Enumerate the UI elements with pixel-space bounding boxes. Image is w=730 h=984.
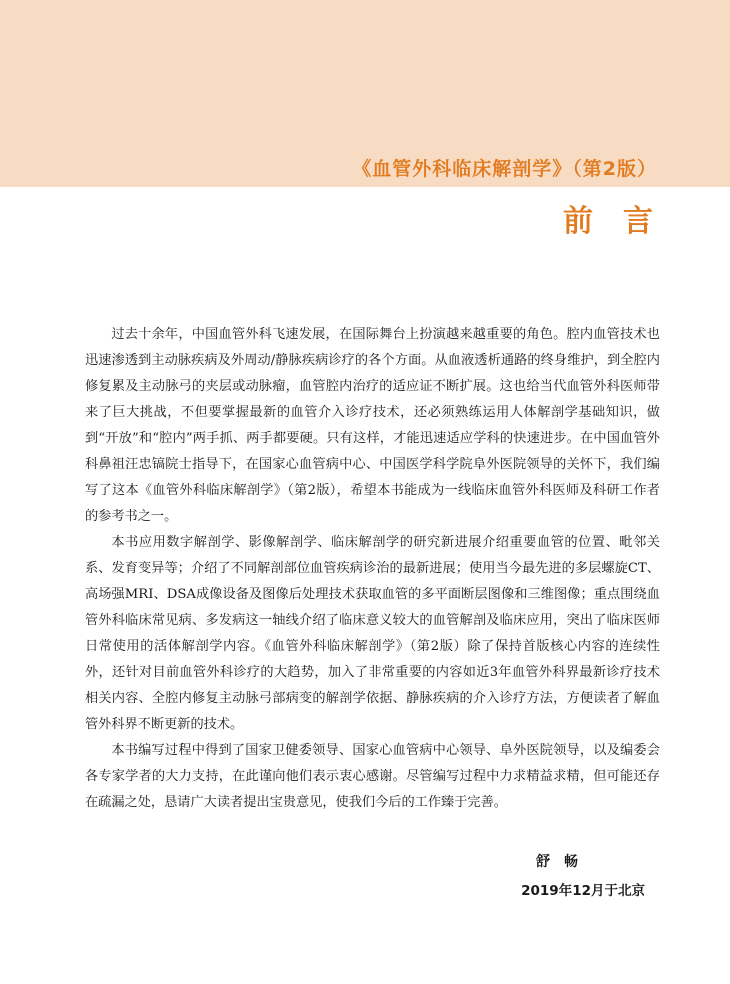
author-signature: 舒畅 <box>536 854 592 870</box>
paragraph: 本书应用数字解剖学、影像解剖学、临床解剖学的研究新进展介绍重要血管的位置、毗邻关系、发育变异等；介绍了不同解剖部位血管疾病诊治的最新进展；使用当今最先进的多层螺旋CT、高场强MRI、DSA成像设备及图像后处理技术获取血管的多平面断层图像和三维图像；重点围绕血管外科临床常见病、多发病这一轴线介绍了临床意义较大的血管解剖及临床应用，突出了临床医师日常使用的活体解剖学内容。《血管外科临床解剖学》（第2版）除了保持首版核心内容的连续性外，还针对目前血管外科诊疗的大趋势，加入了非常重要的内容如近3年血管外科界最新诊疗技术相关内容、全腔内修复主动脉弓部病变的解剖学依据、静脉疾病的介入诊疗方法，方便读者了解血管外科界不断更新的技术。 <box>85 535 660 732</box>
paragraph: 过去十余年，中国血管外科飞速发展，在国际舞台上扮演越来越重要的角色。腔内血管技术也迅速渗透到主动脉疾病及外周动/静脉疾病诊疗的各个方面。从血液透析通路的终身维护，到全腔内修复累及主动脉弓的夹层或动脉瘤，血管腔内治疗的适应证不断扩展。这也给当代血管外科医师带来了巨大挑战，不但要掌握最新的血管介入诊疗技术，还必须熟练运用人体解剖学基础知识，做到“开放”和“腔内”两手抓、两手都要硬。只有这样，才能迅速适应学科的快速进步。在中国血管外科鼻祖汪忠镐院士指导下，在国家心血管病中心、中国医学科学院阜外医院领导的关怀下，我们编写了这本《血管外科临床解剖学》（第2版），希望本书能成为一线临床血管外科医师及科研工作者的参考书之一。 <box>85 327 660 524</box>
section-title: 前言 <box>563 204 683 239</box>
book-title: 《血管外科临床解剖学》（第2版） <box>352 158 657 180</box>
preface-body <box>85 322 660 816</box>
date-line: 2019年12月于北京 <box>521 883 645 899</box>
paragraph: 本书编写过程中得到了国家卫健委领导、国家心血管病中心领导、阜外医院领导，以及编委会各专家学者的大力支持，在此谨向他们表示衷心感谢。尽管编写过程中力求精益求精，但可能还存在疏漏之处，恳请广大读者提出宝贵意见，使我们今后的工作臻于完善。 <box>85 743 660 810</box>
